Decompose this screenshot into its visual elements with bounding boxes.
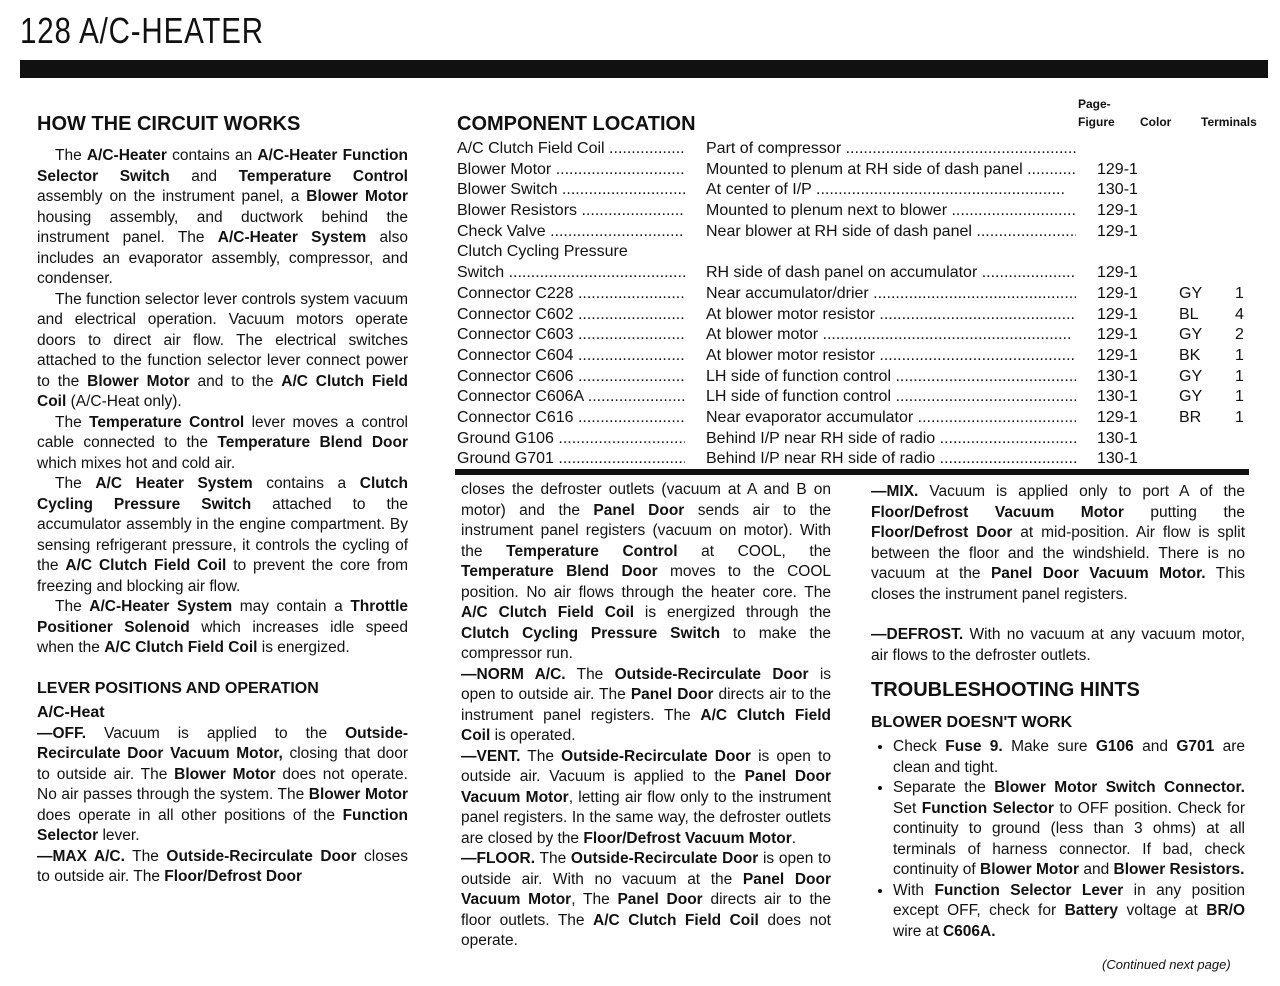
component-color: GY — [1179, 326, 1203, 344]
component-location: Part of compressor ..... — [706, 139, 1076, 160]
component-location: At blower motor resistor ..... — [706, 305, 1076, 326]
vent-paragraph: —VENT. The Outside-Recirculate Door is open to outside air. Vacuum is applied to the Panel Door Vacuum Motor, letting air flow only to the instrument panel registers. In the same way, the defroster outlets are closed by the Floor/Defrost Vacuum Motor. — [461, 747, 832, 847]
header-figure: Figure — [1078, 115, 1115, 129]
component-figure: 129-1 — [1097, 222, 1138, 240]
component-terminals: 1 — [1235, 367, 1244, 385]
component-row — [457, 139, 1257, 160]
component-terminals: 1 — [1235, 388, 1244, 406]
component-location: Near evaporator accumulator ..... — [706, 408, 1076, 429]
component-color: GY — [1179, 284, 1203, 302]
component-figure: 130-1 — [1097, 181, 1138, 199]
component-color: GY — [1179, 367, 1203, 385]
component-figure: 129-1 — [1097, 160, 1138, 178]
component-terminals: 1 — [1235, 408, 1244, 426]
component-row — [457, 429, 1257, 450]
max-ac-paragraph: —MAX A/C. The Outside-Recirculate Door closes to outside air. The Floor/Defrost Door — [37, 847, 408, 885]
component-figure: 129-1 — [1097, 264, 1138, 282]
component-name: Blower Resistors ..... — [457, 201, 685, 222]
hint-item: • Check Fuse 9. Make sure G106 and G701 are clean and tight. — [893, 737, 1245, 778]
component-name: Check Valve ..... — [457, 222, 685, 243]
component-name: Connector C602 ..... — [457, 305, 685, 326]
component-figure: 129-1 — [1097, 284, 1138, 302]
component-row — [457, 408, 1257, 429]
continued-note: (Continued next page) — [1102, 957, 1231, 972]
component-location-heading: COMPONENT LOCATION — [457, 113, 696, 135]
component-row — [457, 222, 1257, 243]
norm-ac-paragraph: —NORM A/C. The Outside-Recirculate Door is open to outside air. The Panel Door directs air to the instrument panel registers. The A/C Clutch Field Coil is operated. — [461, 665, 832, 744]
middle-paragraph-1: closes the defroster outlets (vacuum at A and B on motor) and the Panel Door sends air to the instrument panel registers (vacuum on motor). With the Temperature Control at COOL, the Temperature Blend Door moves to the COOL position. No air flows through the heater core. The A/C Clutch Field Coil is energized through the Clutch Cycling Pressure Switch to make the compressor run. — [461, 481, 831, 662]
header-bar — [20, 60, 1268, 78]
component-name: Blower Motor ..... — [457, 160, 685, 181]
component-row — [457, 201, 1257, 222]
component-location: RH side of dash panel on accumulator ..... — [706, 263, 1076, 284]
troubleshooting-heading: TROUBLESHOOTING HINTS — [871, 679, 1140, 701]
component-location: Behind I/P near RH side of radio ..... — [706, 449, 1076, 470]
component-figure: 129-1 — [1097, 305, 1138, 323]
left-column — [37, 146, 408, 888]
component-figure: 129-1 — [1097, 202, 1138, 220]
paragraph-3: The Temperature Control lever moves a control cable connected to the Temperature Blend Door which mixes hot and cold air. — [37, 413, 409, 472]
component-location: Mounted to plenum at RH side of dash panel ..... — [706, 160, 1076, 181]
component-location: Near blower at RH side of dash panel ..... — [706, 222, 1076, 243]
component-location: LH side of function control ..... — [706, 367, 1076, 388]
component-row — [457, 449, 1257, 470]
component-figure: 129-1 — [1097, 408, 1138, 426]
component-row — [457, 160, 1257, 181]
component-color: BR — [1179, 408, 1202, 426]
component-color: BK — [1179, 346, 1201, 364]
hints-list — [871, 737, 1245, 942]
off-paragraph: —OFF. Vacuum is applied to the Outside-Recirculate Door Vacuum Motor, closing that door to outside air. The Blower Motor does not operate. No air passes through the system. The Blower Motor does operate in all other positions of the Function Selector lever. — [37, 724, 408, 844]
component-figure: 130-1 — [1097, 450, 1138, 468]
component-terminals: 2 — [1235, 326, 1244, 344]
component-location: Mounted to plenum next to blower ..... — [706, 201, 1076, 222]
paragraph-1: The A/C-Heater contains an A/C-Heater Function Selector Switch and Temperature Control assembly on the instrument panel, a Blower Motor housing assembly, and ductwork behind the instrument panel. The A/C-Heater System also includes an evaporator assembly, compressor, and condenser. — [37, 147, 408, 287]
component-name: Connector C606A ..... — [457, 387, 685, 408]
component-table — [457, 139, 1257, 470]
component-row — [457, 325, 1257, 346]
paragraph-2: The function selector lever controls system vacuum and electrical operation. Vacuum motors operate doors to direct air flow. The electrical switches attached to the function selector lever connect power to the Blower Motor and to the A/C Clutch Field Coil (A/C-Heat only). — [37, 290, 408, 410]
component-name: Blower Switch ..... — [457, 180, 685, 201]
component-figure: 130-1 — [1097, 367, 1138, 385]
component-row — [457, 242, 1257, 263]
component-name: Ground G106 ..... — [457, 429, 685, 450]
component-row — [457, 346, 1257, 367]
hint-item: • With Function Selector Lever in any position except OFF, check for Battery voltage at BR/O wire at C606A. — [893, 881, 1245, 943]
component-figure: 130-1 — [1097, 388, 1138, 406]
component-name: Connector C616 ..... — [457, 408, 685, 429]
component-row — [457, 180, 1257, 201]
component-terminals: 1 — [1235, 346, 1244, 364]
how-circuit-works-heading: HOW THE CIRCUIT WORKS — [37, 113, 301, 135]
component-location: Near accumulator/drier ..... — [706, 284, 1076, 305]
component-row — [457, 263, 1257, 284]
component-name: A/C Clutch Field Coil ..... — [457, 139, 685, 160]
floor-paragraph: —FLOOR. The Outside-Recirculate Door is open to outside air. With no vacuum at the Panel Door Vacuum Motor, The Panel Door directs air to the floor outlets. The A/C Clutch Field Coil does not operate. — [461, 850, 832, 949]
component-row — [457, 387, 1257, 408]
header-color: Color — [1140, 115, 1172, 129]
component-row — [457, 305, 1257, 326]
component-color: GY — [1179, 388, 1203, 406]
middle-column — [461, 480, 831, 952]
component-name: Connector C603 ..... — [457, 325, 685, 346]
component-row — [457, 284, 1257, 305]
component-location: LH side of function control ..... — [706, 387, 1076, 408]
component-name: Connector C604 ..... — [457, 346, 685, 367]
component-figure: 129-1 — [1097, 346, 1138, 364]
component-location: At blower motor resistor ..... — [706, 346, 1076, 367]
component-row — [457, 367, 1257, 388]
hint-item: • Separate the Blower Motor Switch Connector. Set Function Selector to OFF position. Check for continuity to ground (less than 3 ohms) at all terminals of harness connector. If bad, check continuity of Blower Motor and Blower Resistors. — [893, 778, 1245, 881]
component-name: Connector C228 ..... — [457, 284, 685, 305]
component-location: At center of I/P ..... — [706, 180, 1076, 201]
component-terminals: 4 — [1235, 305, 1244, 323]
mix-paragraph: —MIX. Vacuum is applied only to port A of the Floor/Defrost Vacuum Motor putting the Floor/Defrost Door at mid-position. Air flow is split between the floor and the windshield. There is no vacuum at the Panel Door Vacuum Motor. This closes the instrument panel registers. — [871, 483, 1246, 603]
paragraph-4: The A/C Heater System contains a Clutch Cycling Pressure Switch attached to the accumulator assembly in the engine compartment. By sensing refrigerant pressure, it controls the cycling of the A/C Clutch Field Coil to prevent the core from freezing and blocking air flow. — [37, 475, 409, 595]
component-name: Clutch Cycling Pressure — [457, 243, 628, 261]
defrost-paragraph: —DEFROST. With no vacuum at any vacuum motor, air flows to the defroster outlets. — [871, 626, 1245, 664]
page-title: 128 A/C-HEATER — [20, 10, 264, 51]
header-terminals: Terminals — [1201, 115, 1257, 129]
blower-doesnt-work-heading: BLOWER DOESN'T WORK — [871, 713, 1073, 731]
right-column — [871, 482, 1245, 942]
paragraph-5: The A/C-Heater System may contain a Throttle Positioner Solenoid which increases idle speed when the A/C Clutch Field Coil is energized. — [37, 598, 409, 656]
component-name: Connector C606 ..... — [457, 367, 685, 388]
table-divider-bar — [455, 469, 1249, 475]
lever-positions-heading: LEVER POSITIONS AND OPERATION — [37, 679, 319, 697]
component-name: Ground G701 ..... — [457, 449, 685, 470]
component-location: Behind I/P near RH side of radio ..... — [706, 429, 1076, 450]
component-terminals: 1 — [1235, 284, 1244, 302]
acheat-subheading: A/C-Heat — [37, 704, 105, 721]
component-figure: 130-1 — [1097, 429, 1138, 447]
component-color: BL — [1179, 305, 1199, 323]
component-figure: 129-1 — [1097, 326, 1138, 344]
component-name: Switch ..... — [457, 263, 685, 284]
component-location: At blower motor ..... — [706, 325, 1076, 346]
header-page: Page- — [1078, 97, 1111, 111]
